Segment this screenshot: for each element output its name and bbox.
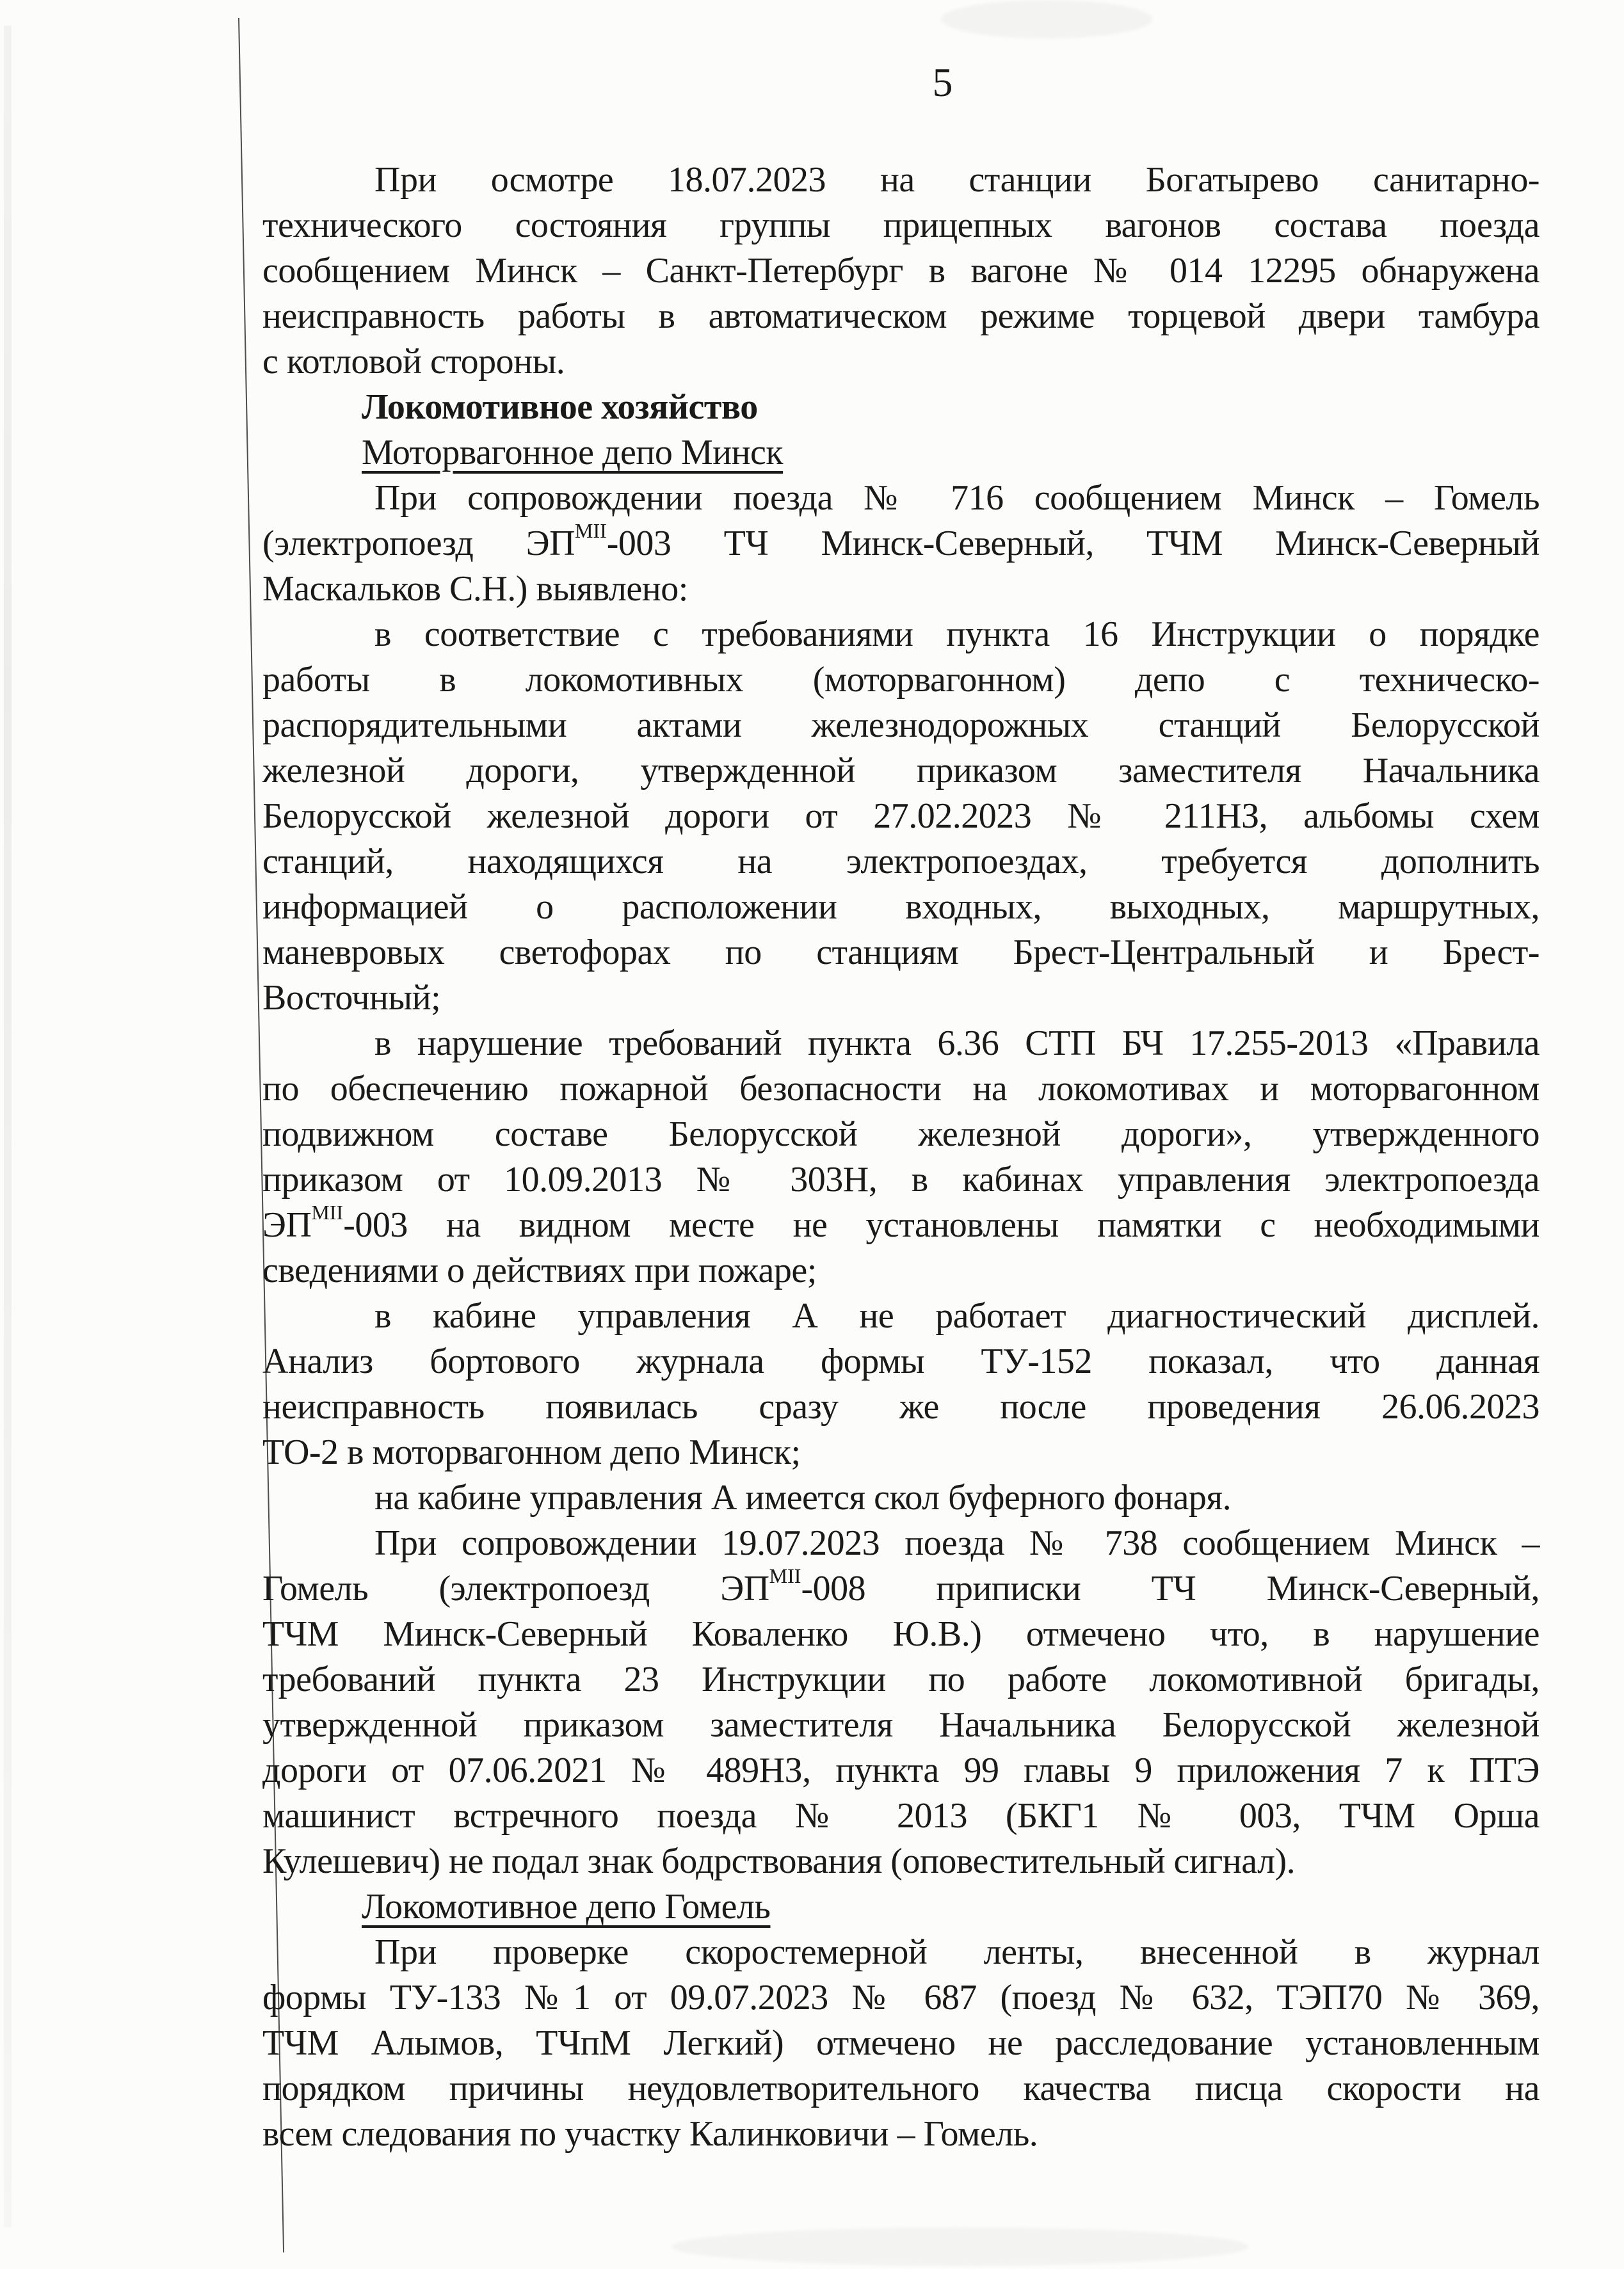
superscript-model-index: МII — [769, 1564, 801, 1587]
text-line: сообщением Минск – Санкт-Петербург в вагоне № 014 12295 обнаружена — [262, 251, 1540, 291]
text-line: порядком причины неудовлетворительного качества писца скорости на — [262, 2069, 1540, 2108]
text-line: маневровых светофорах по станциям Брест-Центральный и Брест- — [262, 933, 1540, 972]
line-fragment: ЭП — [262, 1205, 312, 1245]
page-number: 5 — [932, 60, 953, 105]
text-line: распорядительными актами железнодорожных станций Белорусской — [262, 705, 1540, 745]
depot-heading-minsk — [262, 430, 1540, 476]
text-line: информацией о расположении входных, выходных, маршрутных, — [262, 887, 1540, 927]
superscript-model-index: МII — [575, 519, 607, 542]
text-line: Восточный; — [262, 978, 441, 1018]
scan-edge-artifact — [4, 26, 12, 2227]
paragraph-train-716 — [262, 476, 1540, 612]
text-line: приказом от 10.09.2013 № 303Н, в кабинах управления электропоезда — [262, 1160, 1540, 1199]
line-fragment: -003 на видном месте не установлены памятки с необходимыми — [343, 1205, 1540, 1245]
text-line: технического состояния группы прицепных вагонов состава поезда — [262, 205, 1540, 245]
text-line: подвижном составе Белорусской железной дороги», утвержденного — [262, 1114, 1540, 1154]
text-line: сведениями о действиях при пожаре; — [262, 1251, 817, 1290]
text-line: в кабине управления А не работает диагностический дисплей. — [374, 1296, 1540, 1336]
paragraph-inspection-bogatyrevo — [262, 157, 1540, 385]
paragraph-buffer-lantern — [262, 1475, 1540, 1521]
paragraph-speed-tape-check — [262, 1930, 1540, 2157]
document-body — [262, 157, 1540, 2157]
text-line: При проверке скоростемерной ленты, внесенной в журнал — [374, 1932, 1540, 1972]
line-fragment: -008 приписки ТЧ Минск-Северный, — [801, 1569, 1540, 1608]
depot-heading-gomel — [262, 1884, 1540, 1930]
text-line: При осмотре 18.07.2023 на станции Богатырево санитарно- — [374, 160, 1540, 200]
text-line: Маскальков С.Н.) выявлено: — [262, 569, 688, 609]
text-line: в нарушение требований пункта 6.36 СТП БЧ 17.255-2013 «Правила — [374, 1023, 1540, 1063]
text-line: неисправность работы в автоматическом режиме торцевой двери тамбура — [262, 296, 1540, 336]
text-line: Кулешевич) не подал знак бодрствования (оповестительный сигнал). — [262, 1841, 1296, 1881]
text-line — [262, 1566, 1540, 1612]
text-line — [262, 1203, 1540, 1248]
text-line: неисправность появилась сразу же после проведения 26.06.2023 — [262, 1387, 1540, 1427]
line-fragment: (электропоезд ЭП — [262, 524, 575, 563]
section-heading-locomotive-economy: Локомотивное хозяйство — [362, 387, 758, 427]
paragraph-train-738 — [262, 1521, 1540, 1884]
scan-smudge-artifact — [672, 2227, 1248, 2266]
text-line: машинист встречного поезда № 2013 (БКГ1 № 003, ТЧМ Орша — [262, 1796, 1540, 1836]
text-line: ТЧМ Алымов, ТЧпМ Легкий) отмечено не расследование установленным — [262, 2023, 1540, 2063]
text-line: ТО-2 в моторвагонном депо Минск; — [262, 1432, 801, 1472]
text-line — [262, 521, 1540, 566]
text-line: всем следования по участку Калинковичи – Гомель. — [262, 2114, 1038, 2154]
text-line: утвержденной приказом заместителя Начальника Белорусской железной — [262, 1705, 1540, 1745]
text-line: При сопровождении 19.07.2023 поезда № 738 сообщением Минск – — [374, 1523, 1540, 1563]
text-line: железной дороги, утвержденной приказом заместителя Начальника — [262, 751, 1540, 790]
text-line: в соответствие с требованиями пункта 16 Инструкции о порядке — [374, 614, 1540, 654]
superscript-model-index: МII — [311, 1201, 344, 1224]
paragraph-instruction-p16 — [262, 612, 1540, 1021]
text-line: с котловой стороны. — [262, 342, 565, 381]
text-line: формы ТУ-133 №1 от 09.07.2023 № 687 (поезд № 632, ТЭП70 № 369, — [262, 1978, 1540, 2017]
text-line: станций, находящихся на электропоездах, требуется дополнить — [262, 842, 1540, 881]
text-line: Белорусской железной дороги от 27.02.2023 № 211НЗ, альбомы схем — [262, 796, 1540, 836]
text-line: Анализ бортового журнала формы ТУ-152 показал, что данная — [262, 1342, 1540, 1381]
text-line: на кабине управления А имеется скол буферного фонаря. — [374, 1478, 1232, 1518]
text-line: При сопровождении поезда № 716 сообщением Минск – Гомель — [374, 478, 1540, 518]
heading-underline-text: Локомотивное депо Гомель — [362, 1887, 771, 1927]
paragraph-fire-safety-violation — [262, 1021, 1540, 1294]
heading-underline-text: Моторвагонное депо Минск — [362, 433, 784, 472]
text-line: дороги от 07.06.2021 № 489НЗ, пункта 99 главы 9 приложения 7 к ПТЭ — [262, 1751, 1540, 1790]
line-fragment: Гомель (электропоезд ЭП — [262, 1569, 769, 1608]
text-line: работы в локомотивных (моторвагонном) депо с техническо- — [262, 660, 1540, 700]
line-fragment: -003 ТЧ Минск-Северный, ТЧМ Минск-Северный — [606, 524, 1540, 563]
paragraph-diagnostic-display — [262, 1294, 1540, 1475]
text-line: по обеспечению пожарной безопасности на локомотивах и моторвагонном — [262, 1069, 1540, 1109]
text-line: ТЧМ Минск-Северный Коваленко Ю.В.) отмечено что, в нарушение — [262, 1614, 1540, 1654]
text-line: требований пункта 23 Инструкции по работе локомотивной бригады, — [262, 1660, 1540, 1699]
scan-smudge-artifact — [941, 0, 1152, 38]
